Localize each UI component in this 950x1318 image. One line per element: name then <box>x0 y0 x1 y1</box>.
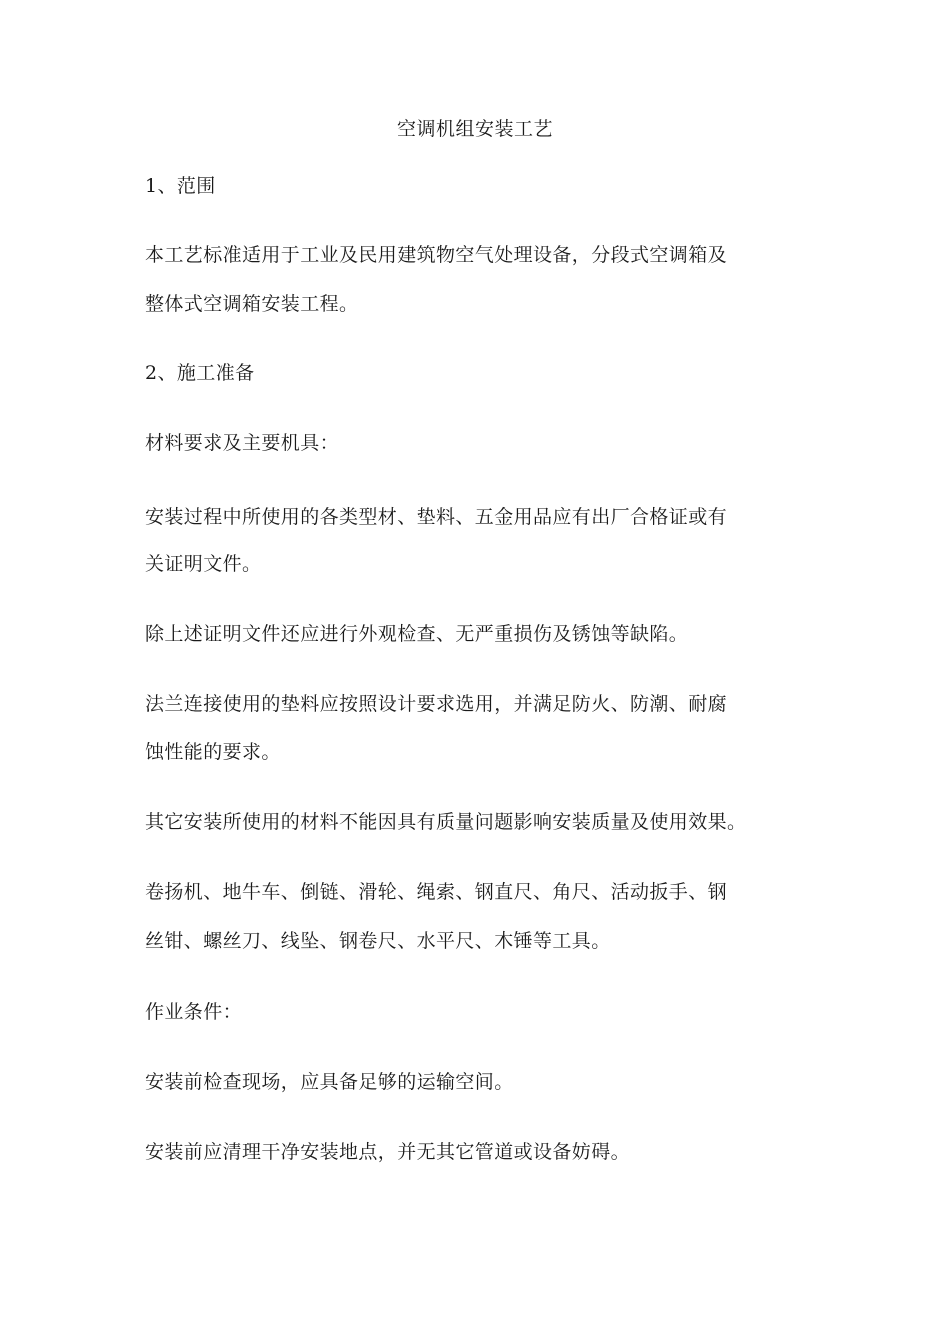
paragraph-line: 法兰连接使用的垫料应按照设计要求选用，并满足防火、防潮、耐腐 <box>145 693 728 715</box>
paragraph-line: 丝钳、螺丝刀、线坠、钢卷尺、水平尺、木锤等工具。 <box>145 930 611 952</box>
document-title: 空调机组安装工艺 <box>396 118 553 140</box>
paragraph-line: 本工艺标准适用于工业及民用建筑物空气处理设备，分段式空调箱及 <box>145 244 728 266</box>
paragraph-line: 除上述证明文件还应进行外观检查、无严重损伤及锈蚀等缺陷。 <box>145 623 689 645</box>
subheading-work-conditions: 作业条件： <box>145 1001 243 1023</box>
section-heading-preparation: 2、施工准备 <box>145 362 255 384</box>
section-heading-scope: 1、范围 <box>145 175 216 197</box>
paragraph-line: 关证明文件。 <box>145 553 262 575</box>
paragraph-line: 蚀性能的要求。 <box>145 741 281 763</box>
paragraph-line: 卷扬机、地牛车、倒链、滑轮、绳索、钢直尺、角尺、活动扳手、钢 <box>145 881 728 903</box>
paragraph-line: 安装过程中所使用的各类型材、垫料、五金用品应有出厂合格证或有 <box>145 506 728 528</box>
paragraph-line: 整体式空调箱安装工程。 <box>145 293 359 315</box>
paragraph-line: 安装前检查现场，应具备足够的运输空间。 <box>145 1071 514 1093</box>
paragraph-line: 其它安装所使用的材料不能因具有质量问题影响安装质量及使用效果。 <box>145 811 747 833</box>
subheading-materials: 材料要求及主要机具： <box>145 432 340 454</box>
paragraph-line: 安装前应清理干净安装地点，并无其它管道或设备妨碍。 <box>145 1141 631 1163</box>
